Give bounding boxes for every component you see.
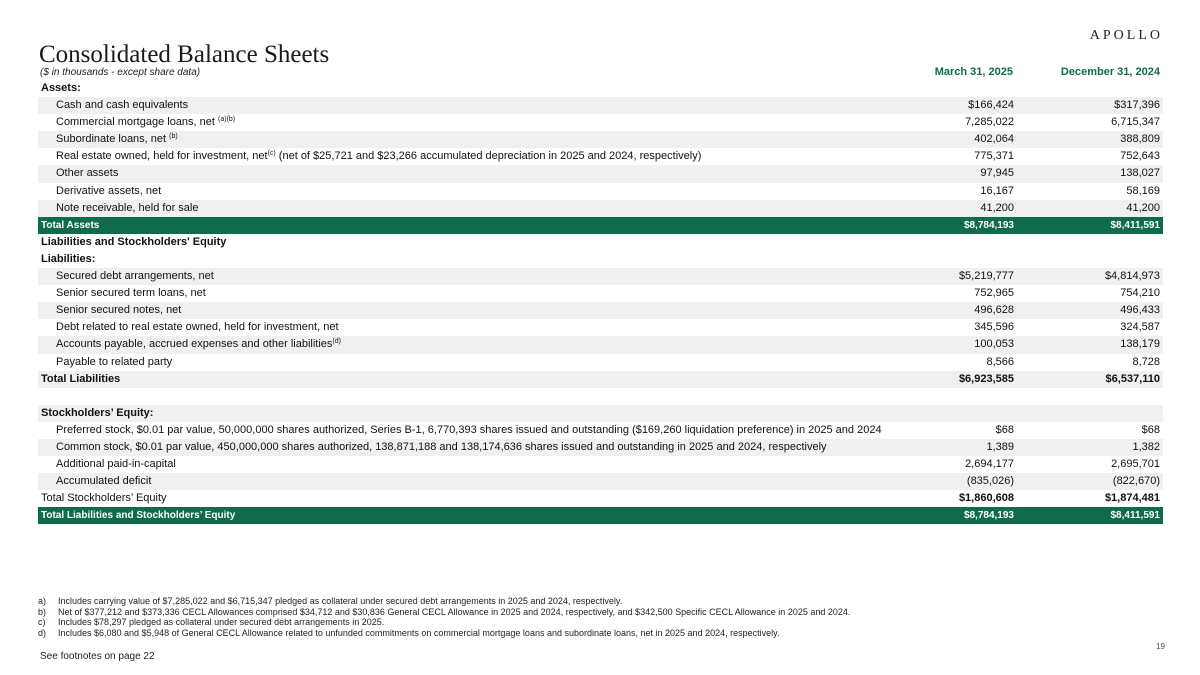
table-row — [38, 490, 1163, 507]
value-december-2024: 138,027 — [1120, 167, 1160, 180]
footnote-item: a) Includes carrying value of $7,285,022 and $6,715,347 pledged as collateral under secured debt arrangements in 2025 and 2024, respectively. — [38, 596, 623, 606]
table-row — [38, 371, 1163, 388]
row-label: Accounts payable, accrued expenses and other liabilities$^{(d)}$ — [56, 338, 341, 351]
value-march-2025: 97,945 — [980, 167, 1014, 180]
value-march-2025: 496,628 — [974, 304, 1014, 317]
value-december-2024: 6,715,347 — [1111, 116, 1160, 129]
value-december-2024: $8,411,591 — [1110, 510, 1160, 522]
footnote-marker: (c) — [267, 150, 276, 158]
value-march-2025: 16,167 — [980, 184, 1014, 197]
table-row — [38, 251, 1163, 268]
row-label: Senior secured term loans, net — [56, 287, 206, 300]
table-row — [38, 422, 1163, 439]
value-december-2024: $68 — [1141, 423, 1160, 436]
see-footnotes-note: See footnotes on page 22 — [40, 651, 155, 662]
page-subtitle: ($ in thousands - except share data) — [40, 67, 201, 78]
table-row — [38, 405, 1163, 422]
value-march-2025: $6,923,585 — [958, 372, 1014, 385]
footnote-item: b) Net of $377,212 and $373,336 CECL Allowances comprised $34,712 and $30,836 General CECL Allowance in 2025 and 2024, respectively, and $342,500 Specific CECL Allowance in 2025 and 2024. — [38, 606, 851, 617]
table-row — [38, 234, 1163, 251]
value-december-2024: $6,537,110 — [1105, 372, 1160, 385]
value-march-2025: 752,965 — [974, 287, 1014, 300]
footnote-marker: (d) — [332, 338, 341, 346]
row-label: Preferred stock, $0.01 par value, 50,000,000 shares authorized, Series B-1, 6,770,393 shares issued and outstanding ($169,260 liquidation preference) in 2025 and 2024 — [56, 423, 882, 436]
row-label: Stockholders’ Equity: — [41, 406, 154, 419]
value-december-2024: 138,179 — [1120, 338, 1160, 351]
value-march-2025: 2,694,177 — [965, 458, 1014, 471]
value-december-2024: 754,210 — [1120, 287, 1160, 300]
footnote-item: c) Includes $78,297 pledged as collateral under secured debt arrangements in 2025. — [38, 617, 385, 627]
column-header-december-2024: December 31, 2024 — [1060, 66, 1160, 78]
table-row — [38, 336, 1163, 353]
value-december-2024: (822,670) — [1112, 475, 1160, 488]
footnote-marker: (b) — [169, 133, 178, 141]
table-row — [38, 354, 1163, 371]
value-march-2025: 402,064 — [974, 133, 1014, 146]
row-label: Secured debt arrangements, net — [56, 270, 214, 283]
value-december-2024: 41,200 — [1126, 201, 1160, 214]
footnote-item: d) Includes $6,080 and $5,948 of General CECL Allowance related to unfunded commitments on commercial mortgage loans and subordinate loans, net in 2025 and 2024, respectively. — [38, 627, 780, 638]
footnote-marker: (a)(b) — [218, 116, 236, 124]
value-march-2025: $68 — [995, 423, 1014, 436]
table-row — [38, 97, 1163, 114]
row-label: Commercial mortgage loans, net $^{(a)(b)}$ — [56, 116, 236, 129]
table-row — [38, 80, 1163, 97]
balance-sheet-table — [38, 80, 1163, 524]
page-number: 19 — [1156, 642, 1165, 651]
value-march-2025: $166,424 — [968, 99, 1014, 112]
value-march-2025: 100,053 — [974, 338, 1014, 351]
footnotes — [38, 596, 850, 638]
table-row — [38, 114, 1163, 131]
table-row — [38, 165, 1163, 182]
table-row — [38, 473, 1163, 490]
table-row — [38, 217, 1163, 234]
row-label: Debt related to real estate owned, held for investment, net — [56, 321, 339, 334]
table-row — [38, 388, 1163, 405]
value-march-2025: $1,860,608 — [958, 492, 1014, 505]
row-label: Assets: — [41, 82, 81, 94]
row-label: Liabilities and Stockholders' Equity — [41, 235, 227, 248]
table-row — [38, 131, 1163, 148]
value-march-2025: 345,596 — [974, 321, 1014, 334]
value-december-2024: 58,169 — [1126, 184, 1160, 197]
column-header-march-2025: March 31, 2025 — [934, 66, 1013, 78]
table-row — [38, 148, 1163, 165]
value-march-2025: $8,784,193 — [963, 510, 1014, 522]
row-label: Accumulated deficit — [56, 475, 152, 488]
value-march-2025: 1,389 — [986, 440, 1014, 453]
value-march-2025: 775,371 — [974, 150, 1014, 163]
value-december-2024: $4,814,973 — [1104, 270, 1160, 283]
table-row — [38, 268, 1163, 285]
row-label: Additional paid-in-capital — [56, 458, 176, 471]
value-march-2025: $8,784,193 — [963, 219, 1014, 231]
table-row — [38, 507, 1163, 524]
value-december-2024: 752,643 — [1120, 150, 1160, 163]
value-december-2024: 1,382 — [1132, 440, 1160, 453]
value-march-2025: 7,285,022 — [965, 116, 1014, 129]
row-label: Total Liabilities and Stockholders’ Equity — [41, 510, 236, 522]
value-december-2024: $317,396 — [1114, 99, 1160, 112]
value-december-2024: 324,587 — [1120, 321, 1160, 334]
value-december-2024: 2,695,701 — [1111, 458, 1160, 471]
row-label: Note receivable, held for sale — [56, 201, 199, 214]
row-label: Payable to related party — [56, 355, 173, 368]
value-december-2024: 8,728 — [1132, 355, 1160, 368]
value-march-2025: (835,026) — [966, 475, 1014, 488]
value-december-2024: 496,433 — [1120, 304, 1160, 317]
row-label: Total Liabilities — [41, 372, 121, 385]
page-title: Consolidated Balance Sheets — [39, 41, 330, 68]
table-row — [38, 183, 1163, 200]
table-row — [38, 439, 1163, 456]
row-label: Subordinate loans, net $^{(b)}$ — [56, 133, 178, 146]
row-label: Total Stockholders’ Equity — [41, 492, 167, 505]
value-december-2024: 388,809 — [1120, 133, 1160, 146]
row-label: Liabilities: — [41, 252, 96, 265]
value-december-2024: $8,411,591 — [1110, 219, 1160, 231]
table-row — [38, 456, 1163, 473]
table-row — [38, 302, 1163, 319]
row-label: Other assets — [56, 167, 119, 180]
row-label: Derivative assets, net — [56, 184, 162, 197]
value-march-2025: $5,219,777 — [958, 270, 1014, 283]
row-label: Total Assets — [41, 219, 100, 231]
apollo-logo: APOLLO — [1089, 28, 1163, 43]
row-label: Senior secured notes, net — [56, 304, 182, 317]
value-march-2025: 8,566 — [986, 355, 1014, 368]
table-row — [38, 285, 1163, 302]
table-row — [38, 319, 1163, 336]
row-label: Common stock, $0.01 par value, 450,000,000 shares authorized, 138,871,188 and 138,174,636 shares issued and outstanding in 2025 and 2024, respectively — [56, 440, 827, 453]
value-march-2025: 41,200 — [980, 201, 1014, 214]
row-label: Real estate owned, held for investment, net$^{(c)}$ (net of $25,721 and $23,266 accumulated depreciation in 2025 and 2024, respectively) — [56, 150, 702, 163]
value-december-2024: $1,874,481 — [1104, 492, 1160, 505]
row-label: Cash and cash equivalents — [56, 99, 189, 112]
table-row — [38, 200, 1163, 217]
